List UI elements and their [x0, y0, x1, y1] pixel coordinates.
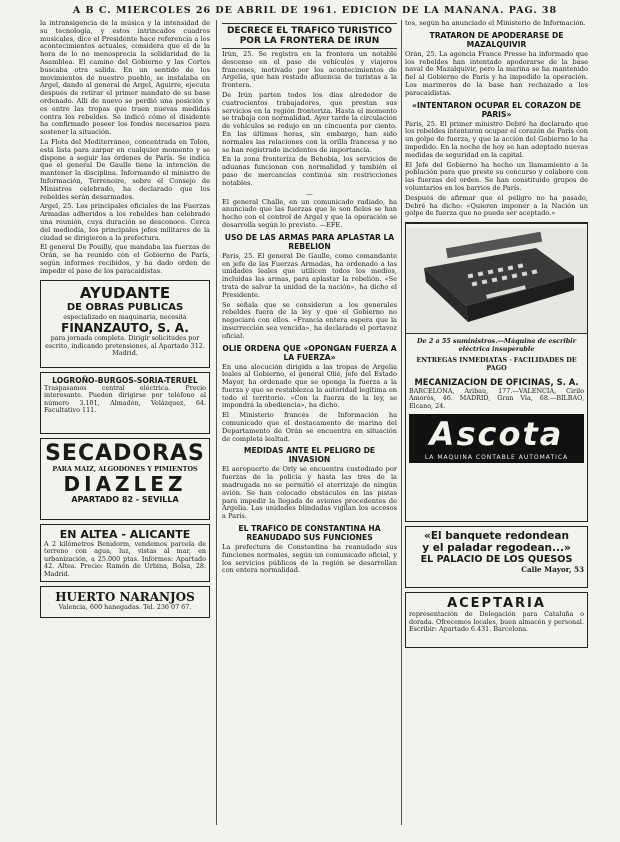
article-text: En la zona fronteriza de Behobia, los servicios de aduanas funcionan con normalidad y también el paso de mercancías continúa sin restricciones notables.: [222, 156, 397, 187]
headline: USO DE LAS ARMAS PARA APLASTAR LA REBELION: [224, 232, 395, 251]
ad-company: FINANZAUTO, S. A.: [61, 321, 189, 336]
article-text: El general Challe, en un comunicado radiado, ha anunciado que las fuerzas que le son fieles se han hecho con el control de Argel y que la operación se desarrolla según lo previsto. —EFE.: [222, 198, 397, 229]
page-header: A B C. MIERCOLES 26 DE ABRIL DE 1961. EDICION DE LA MAÑANA. PAG. 38: [72, 5, 558, 16]
article-text: La Flota del Mediterráneo, concentrada en Tolón, está lista para zarpar en cualquier momento y se dispone a seguir las órdenes de París. Se indica que el general De Gaulle tiene la intención de mantener la disciplina. Informando el ministro de Información, Terrenoire, sobre el Consejo de Ministros celebrado, ha declarado que los rebeldes serán desarmados.: [40, 138, 210, 201]
separator: —: [306, 189, 313, 198]
ad-secadoras: [40, 438, 210, 520]
article-text: La prefectura de Constantina ha reanudado sus funciones normales, según un comunicado oficial, y los servicios públicos de la región se desarrollan con entera normalidad.: [222, 544, 397, 575]
article-text: El general De Pouilly, que mandaba las fuerzas de Orán, se ha reunido con el Gobierno de París, según informes recibidos, y ha dado orden de impedir el paso de los paracaidistas.: [40, 244, 210, 275]
ad-text: Valencia, 600 hanegadas. Tel. 236 07 67.: [58, 602, 192, 611]
typewriter-illustration: [406, 228, 587, 334]
ad-aceptaria: [405, 592, 588, 648]
ad-ayudante: [40, 280, 210, 368]
ad-address: APARTADO 82 - SEVILLA: [71, 495, 179, 505]
ad-subtitle: PARA MAIZ, ALGODONES Y PIMIENTOS: [52, 464, 198, 473]
article-text: Argel, 25. Los principales oficiales de las Fuerzas Armadas adheridos a los rebeldes han celebrado una reunión, cuya duración se desconoce. Cerca del mediodía, los principales jefes militares de la ciudad se dirigieron a la prefectura.: [40, 203, 210, 242]
article-text: Orán, 25. La agencia France Presse ha informado que los rebeldes han intentado apoderarse de la base naval de Mazalquivir, pero la marina se ha mantenido fiel al Gobierno de París y ha impedido la operación. Los marineros de la base han rechazado a los paracaidistas.: [405, 50, 588, 97]
column-rule: [216, 20, 217, 825]
ascota-logo: Ascota: [409, 414, 584, 454]
ad-address: Calle Mayor, 53: [521, 565, 584, 575]
typewriter-icon: [406, 228, 587, 333]
ad-caption: De 2 a 55 suministros.—Máquina de escribir eléctrica insuperable: [416, 337, 577, 353]
ad-ascota: [405, 222, 588, 522]
ad-text: especializado en maquinaria, necesita: [63, 312, 187, 321]
article-text: la intransigencia de la música y la intensidad de su tecnología, y estos intrincados cuadros musicales, dice el Presidente hace referencia a los acontecimientos actuales, considera que el de la hora de lo no menosprecia la solidaridad de la Asamblea. El camino del Gobierno y las Cortes buscaba otra salida. En un sentido de los movimientos de nuestro pueblo, se instalaba en Argel, dando al general de Argel, Aguirre, ejecuta después de retirar el primer mandato de su base ordenado. Alli de nuevo se perdió una posición y es entre las tropas que traen nuevas medidas contra los rebeldes. Se indicó cómo el disidente ha confirmado poseer los fondos necesarios para sostener la situación.: [40, 20, 210, 137]
ad-text: para jornada completa. Dirigir solicitudes por escrito, indicando pretensiones, al Apartado 312. Madrid.: [45, 334, 205, 358]
article-text: El Ministerio francés de Información ha comunicado que el destacamento de marina del Departamento de Orán se encuentra en situación de completa lealtad.: [222, 412, 397, 443]
ad-subtitle: ENTREGAS INMEDIATAS · FACILIDADES DE PAGO: [416, 356, 577, 372]
article-text: París, 25. El primer ministro Debré ha declarado que los rebeldes intentaron ocupar el corazón de París con un golpe de fuerza, y que la acción del Gobierno lo ha impedido. En la noche de hoy se han adoptado nuevas medidas de seguridad en la capital.: [405, 120, 588, 159]
article-text: El Jefe del Gobierno ha hecho un llamamiento a la población para que preste su concurso y colabore con las fuerzas del orden. Se han constituido grupos de voluntarios en los barrios de París.: [405, 161, 588, 192]
ad-huerto: [40, 586, 210, 618]
ad-subtitle: DE OBRAS PUBLICAS: [66, 301, 184, 313]
ad-text: representación de Delegación para Cataluña o dorada. Ofrecemos locales, buen almacén y personal. Escribir: Apartado 6.431. Barcelona.: [409, 610, 584, 634]
column-2: [222, 20, 397, 825]
ad-quesos: [405, 526, 588, 588]
ad-title: EN ALTEA - ALICANTE: [59, 527, 191, 541]
ad-title: SECADORAS: [45, 440, 205, 466]
headline: OLIE ORDENA QUE «OPONGAN FUERZA A LA FUERZA»: [222, 343, 397, 362]
article-text: tos, según ha anunciado el Ministerio de Información.: [405, 20, 586, 27]
ad-title: ACEPTARIA: [447, 596, 546, 612]
ad-title: HUERTO NARANJOS: [55, 589, 195, 604]
ad-title: AYUDANTE: [79, 283, 171, 302]
column-rule: [401, 20, 402, 825]
ad-logrono: [40, 372, 210, 434]
ad-altea: [40, 524, 210, 582]
ascota-logo-subtitle: LA MAQUINA CONTABLE AUTOMATICA: [409, 454, 584, 463]
article-text: Se señala que se consideran a los generales rebeldes fuera de la ley y que el Gobierno no negociará con ellos. «Francia entera espera que la insurrección sea vencida», ha declarado el portavoz oficial.: [222, 301, 397, 340]
headline: EL TRAFICO DE CONSTANTINA HA REANUDADO SUS FUNCIONES: [238, 524, 381, 543]
article-text: París, 25. El general De Gaulle, como comandante en jefe de las Fuerzas Armadas, ha ordenado a las unidades leales que utilicen todos los medios, incluidas las armas, para aplastar la rebelión. «Se trata de salvar la unidad de la nación», ha dicho el Presidente.: [222, 252, 397, 299]
article-text: De Irún parten todos los días alrededor de cuatrocientos trabajadores, que prestan sus servicios en la región fronteriza. Hasta el momento se trabaja con normalidad. Ayer tarde la circulación de vehículos se redujo en un cincuenta por ciento. En las últimas horas, sin embargo, han sido normales las relaciones con la orilla francesa y no se han registrado incidentes de importancia.: [222, 91, 397, 154]
ad-text: Traspasamos central eléctrica. Precio interesante. Pueden dirigirse por teléfono al número 3.101, Almadén, Velázquez, 64. Facultativo 111.: [44, 383, 206, 415]
ascota-logo-block: [409, 414, 584, 463]
ad-address: BARCELONA, Aribau, 177.—VALENCIA, Cirilo Amorós, 46. MADRID, Gran Vía, 68.—BILBAO, Elcano, 24.: [409, 386, 584, 410]
headline: TRATARON DE APODERARSE DE MAZALQUIVIR: [429, 30, 564, 49]
ad-slogan: «El banquete redondean: [424, 530, 569, 543]
article-text: Después de afirmar que el peligro no ha pasado, Debré ha dicho: «Quieren imponer a la Nación un golpe de fuerza que no puede ser aceptado.»: [405, 194, 588, 218]
article-text: Irún, 25. Se registra en la frontera un notable descenso en el paso de vehículos y viajeros franceses, motivado por los acontecimientos de Argelia, que han restado afluencia de turistas a la frontera.: [222, 51, 397, 90]
ad-brand: DIAZLEZ: [63, 472, 187, 497]
ad-company: MECANIZACION DE OFICINAS, S. A.: [414, 376, 579, 387]
article-text: En una alocución dirigida a las tropas de Argelia leales al Gobierno, el general Olié, jefe del Estado Mayor, ha ordenado que se oponga la fuerza a la fuerza y que se restablezca la autoridad legítima en todo el territorio. «Con la fuerza de la ley, se impondrá la obediencia», ha dicho.: [222, 363, 397, 410]
ad-slogan: y el paladar regodean...»: [422, 542, 571, 555]
ad-company: EL PALACIO DE LOS QUESOS: [420, 554, 573, 566]
headline: DECRECE EL TRAFICO TURISTICO POR LA FRONTERA DE IRUN: [222, 23, 397, 49]
column-1: [40, 20, 210, 825]
article-text: El aeropuerto de Orly se encuentra custodiado por fuerzas de la policía y hasta las tres de la madrugada no se permitió el aterrizaje de ningún avión. Se han colocado obstáculos en las pistas para impedir la llegada de aviones procedentes de Argelia. Las unidades blindadas vigilan los accesos a París.: [222, 466, 397, 521]
column-3: [405, 20, 588, 825]
headline: «INTENTARON OCUPAR EL CORAZON DE PARIS»: [412, 100, 581, 119]
ad-title: LOGROÑO-BURGOS-SORIA-TERUEL: [52, 375, 198, 385]
headline: MEDIDAS ANTE EL PELIGRO DE INVASION: [243, 446, 376, 465]
ad-text: A 2 kilómetros Benidorm, vendemos parcela de terreno con agua, luz, vistas al mar, en urbanización, a 25.000 ptas. Informes: Apartado 42. Altea. Precio: Ramón de Urbina, Bolsa, 28. Madrid.: [44, 539, 206, 578]
